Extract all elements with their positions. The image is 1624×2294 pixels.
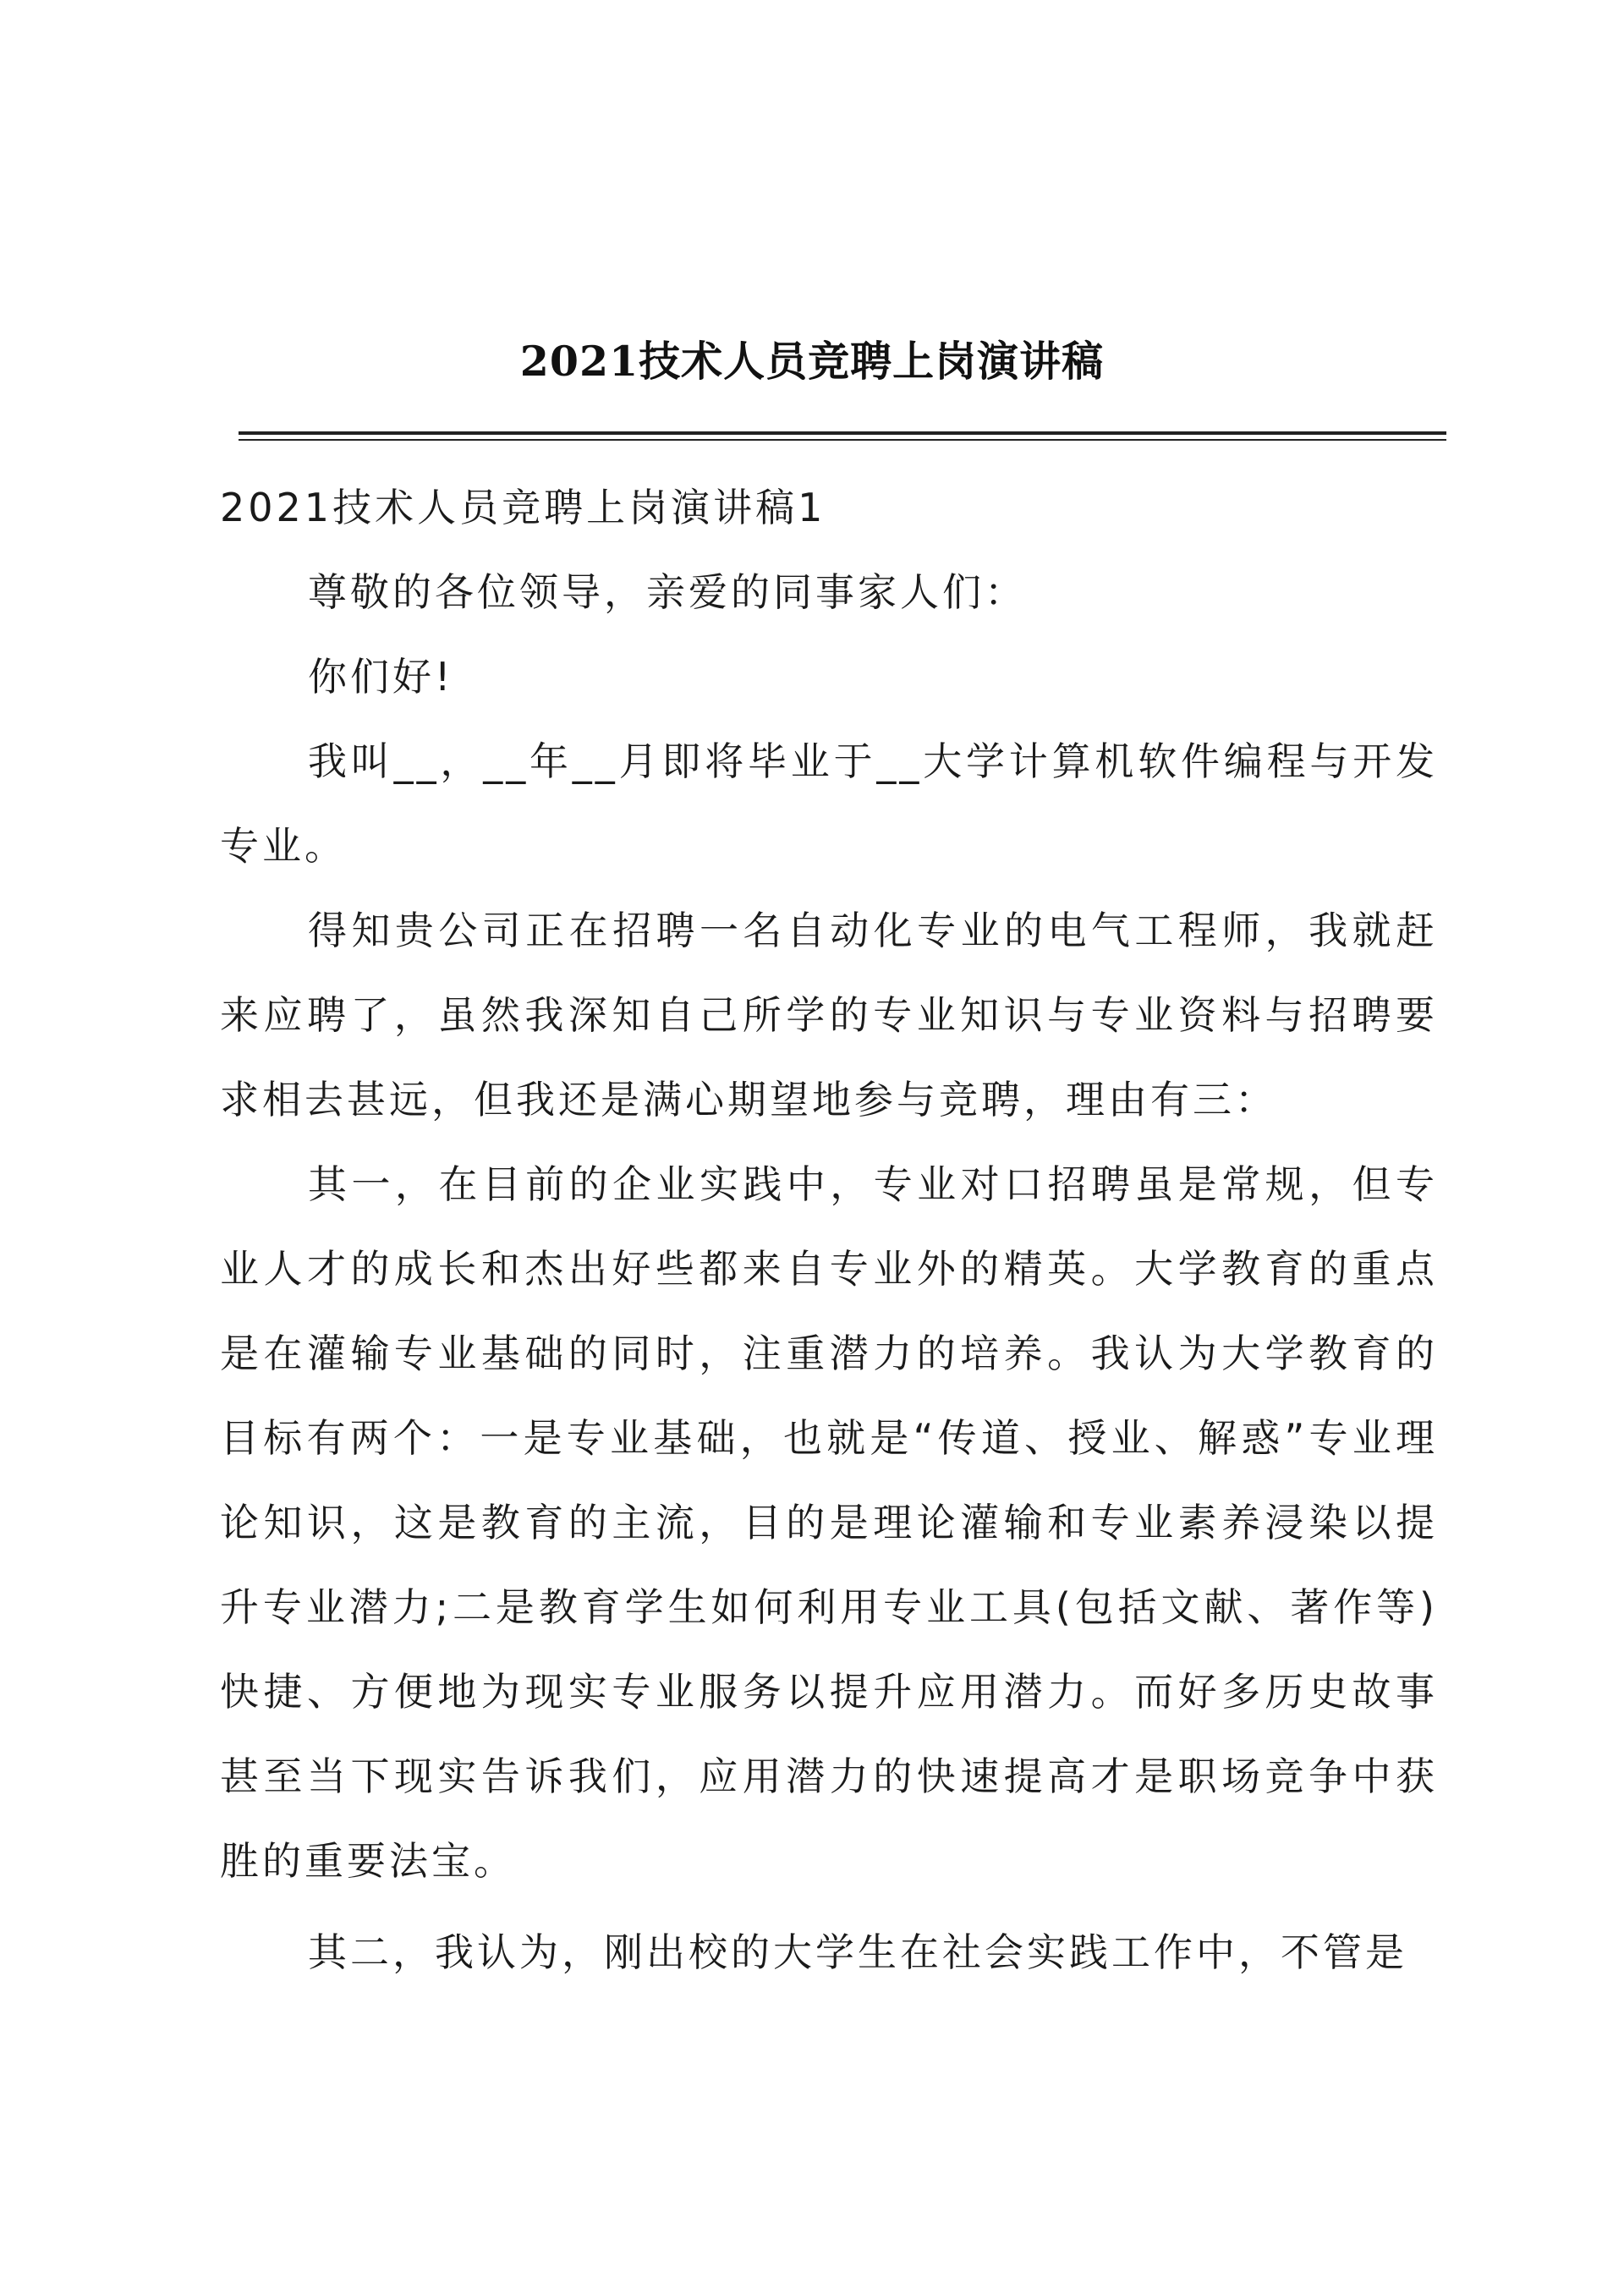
application-paragraph: 得知贵公司正在招聘一名自动化专业的电气工程师，我就赶来应聘了，虽然我深知自己所学的专业知识与专业资料与招聘要求相去甚远，但我还是满心期望地参与竞聘，理由有三： [220, 908, 1438, 1122]
salutation-paragraph: 尊敬的各位领导，亲爱的同事家人们： [308, 569, 1027, 615]
intro-paragraph: 我叫__，__年__月即将毕业于__大学计算机软件编程与开发专业。 [220, 738, 1438, 869]
reason-two-paragraph: 其二，我认为，刚出校的大学生在社会实践工作中，不管是 [308, 1929, 1407, 1975]
reason-one-paragraph: 其一，在目前的企业实践中，专业对口招聘虽是常规，但专业人才的成长和杰出好些都来自专业外的精英。大学教育的重点是在灌输专业基础的同时，注重潜力的培养。我认为大学教育的目标有两个：一是专业基础，也就是“传道、授业、解惑”专业理论知识，这是教育的主流，目的是理论灌输和专业素养浸染以提升专业潜力;二是教育学生如何利用专业工具(包括文献、著作等)快捷、方便地为现实专业服务以提升应用潜力。而好多历史故事甚至当下现实告诉我们，应用潜力的快速提高才是职场竞争中获胜的重要法宝。 [220, 1161, 1438, 1884]
greeting-paragraph: 你们好! [308, 654, 454, 700]
section-heading: 2021技术人员竞聘上岗演讲稿1 [220, 485, 826, 530]
document-title: 2021技术人员竞聘上岗演讲稿 [519, 337, 1105, 386]
document-body [220, 465, 1438, 1995]
title-divider-thick [239, 431, 1446, 435]
title-divider-thin [239, 439, 1446, 441]
